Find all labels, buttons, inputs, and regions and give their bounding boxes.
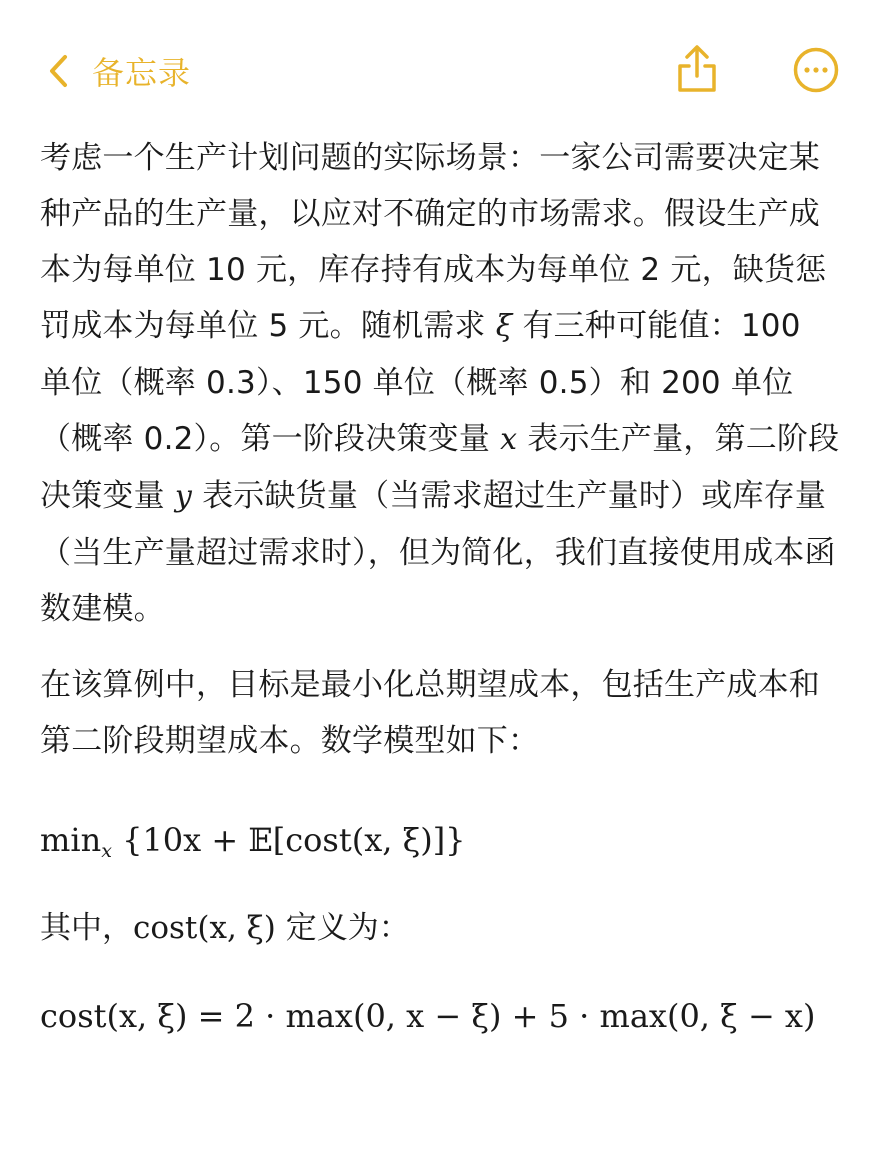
- text-segment: 表示生产量，第二阶段决策变量: [40, 421, 840, 514]
- text-segment: 表示缺货量（当需求超过生产量时）或库存量（当生产量超过需求时），但为简化，我们直接使用成本函数建模。: [40, 478, 836, 627]
- share-button[interactable]: [674, 44, 720, 94]
- formula-objective: [40, 818, 466, 873]
- intro-math: cost(x, ξ): [133, 910, 276, 946]
- text-segment: 有三种可能值：100 单位（概率 0.3）、150 单位（概率 0.5）和 200 单位（概率 0.2）。第一阶段决策变量: [40, 308, 801, 457]
- note-body[interactable]: [40, 130, 840, 1035]
- formula-body: {10x + 𝔼[cost(x, ξ)]}: [111, 821, 466, 859]
- more-icon: [793, 78, 839, 97]
- formula-min: min: [40, 821, 102, 859]
- share-icon: [674, 79, 720, 98]
- intro-suffix: 定义为：: [275, 910, 410, 946]
- back-label: 备忘录: [92, 54, 192, 92]
- chevron-left-icon: [48, 53, 70, 89]
- paragraph-scenario: [40, 130, 840, 637]
- more-button[interactable]: [793, 47, 839, 93]
- formula-subscript: x: [101, 840, 112, 862]
- navigation-bar: [0, 0, 880, 140]
- definition-intro: [40, 904, 410, 952]
- intro-prefix: 其中，: [40, 910, 133, 946]
- paragraph-objective: 在该算例中，目标是最小化总期望成本，包括生产成本和第二阶段期望成本。数学模型如下：: [40, 667, 820, 759]
- math-y: y: [174, 479, 193, 514]
- back-button[interactable]: [48, 46, 191, 96]
- math-xi: ξ: [495, 309, 513, 344]
- formula-cost-definition: cost(x, ξ) = 2 · max(0, x − ξ) + 5 · max(0, ξ − x): [40, 997, 816, 1035]
- text-segment: 考虑一个生产计划问题的实际场景：一家公司需要决定某种产品的生产量，以应对不确定的市场需求。假设生产成本为每单位 10 元，库存持有成本为每单位 2 元，缺货惩罚成本为每单位 5 元。随机需求: [40, 140, 827, 344]
- math-x: x: [500, 422, 518, 457]
